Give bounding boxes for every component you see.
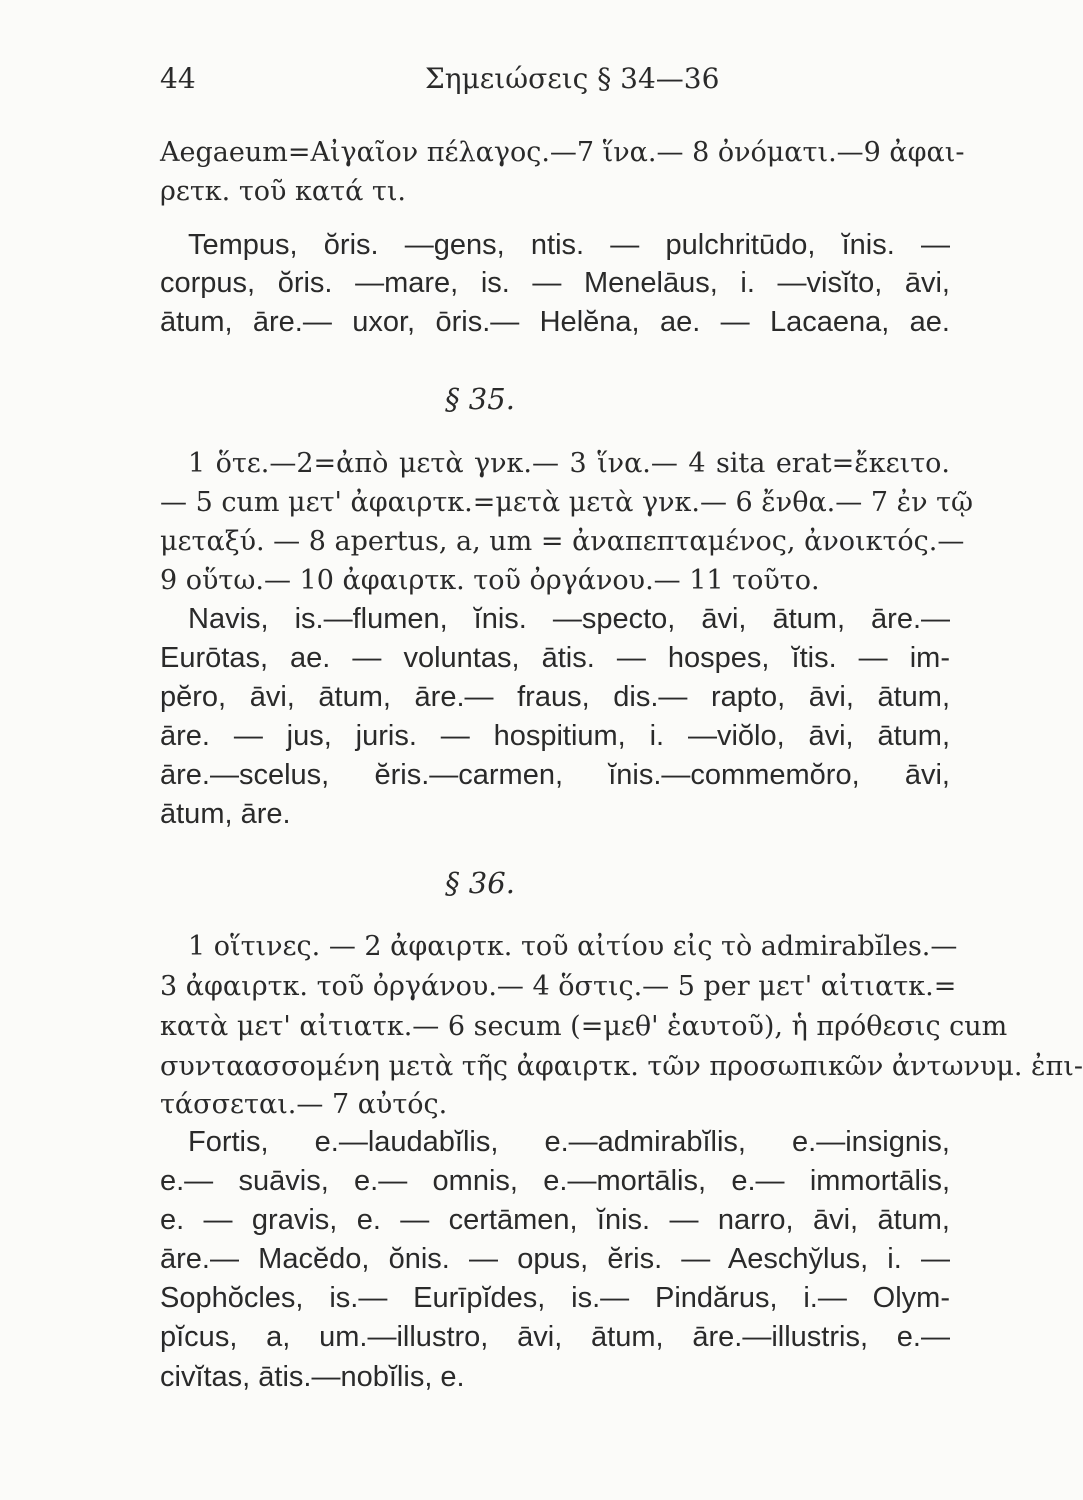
vocab-line: Navis, is.—flumen, ĭnis. —specto, āvi, ātum, āre.— xyxy=(188,603,950,635)
note-line: κατὰ μετ' αἰτιατκ.— 6 secum (=μεθ' ἑαυτοῦ), ἡ πρόθεσις cum xyxy=(160,1011,1008,1042)
vocab-line: ātum, āre.— uxor, ōris.— Helĕna, ae. — Lacaena, ae. xyxy=(160,306,950,338)
vocab-line: pĕro, āvi, ātum, āre.— fraus, dis.— rapto, āvi, ātum, xyxy=(160,681,950,713)
note-line: τάσσεται.— 7 αὐτός. xyxy=(160,1089,448,1120)
note-line: 1 οἵτινες. — 2 ἀφαιρτκ. τοῦ αἰτίου εἰς τὸ admirabĭles.— xyxy=(188,931,958,962)
vocab-line: corpus, ŏris. —mare, is. — Menelāus, i. —visĭto, āvi, xyxy=(160,267,950,299)
running-head: Σημειώσεις § 34—36 xyxy=(425,62,720,95)
note-line: συνταασσομένη μετὰ τῆς ἀφαιρτκ. τῶν προσωπικῶν ἀντωνυμ. ἐπι- xyxy=(160,1051,1083,1082)
note-line: — 5 cum μετ' ἀφαιρτκ.=μετὰ μετὰ γνκ.— 6 ἔνθα.— 7 ἐν τῷ xyxy=(160,487,974,518)
vocab-line: Tempus, ŏris. —gens, ntis. — pulchritūdo, ĭnis. — xyxy=(188,229,950,261)
vocab-line: ātum, āre. xyxy=(160,798,291,830)
note-line: ρετκ. τοῦ κατά τι. xyxy=(160,176,406,207)
section-heading-35: § 35. xyxy=(445,382,515,416)
note-line: 1 ὅτε.—2=ἀπὸ μετὰ γνκ.— 3 ἵνα.— 4 sita erat=ἔκειτο. xyxy=(188,448,950,479)
note-line: μεταξύ. — 8 apertus, a, um = ἀναπεπταμένος, ἀνοικτός.— xyxy=(160,526,965,557)
vocab-line: e.— suāvis, e.— omnis, e.—mortālis, e.— immortālis, xyxy=(160,1165,950,1197)
vocab-line: Eurōtas, ae. — voluntas, ātis. — hospes, ĭtis. — im- xyxy=(160,642,950,674)
note-line: 9 οὕτω.— 10 ἀφαιρτκ. τοῦ ὀργάνου.— 11 τοῦτο. xyxy=(160,565,820,596)
vocab-line: āre.— Macĕdo, ŏnis. — opus, ĕris. — Aeschy̆lus, i. — xyxy=(160,1243,950,1275)
page-header xyxy=(160,62,950,102)
vocab-line: pĭcus, a, um.—illustro, āvi, ātum, āre.—illustris, e.— xyxy=(160,1321,950,1353)
page-number: 44 xyxy=(160,62,196,95)
vocab-line: e. — gravis, e. — certāmen, ĭnis. — narro, āvi, ātum, xyxy=(160,1204,950,1236)
vocab-line: āre.—scelus, ĕris.—carmen, ĭnis.—commemŏro, āvi, xyxy=(160,759,950,791)
vocab-line: civĭtas, ātis.—nobĭlis, e. xyxy=(160,1361,465,1393)
note-line: Aegaeum=Αἰγαῖον πέλαγος.—7 ἵνα.— 8 ὀνόματι.—9 ἀφαι- xyxy=(160,137,965,168)
note-line: 3 ἀφαιρτκ. τοῦ ὀργάνου.— 4 ὅστις.— 5 per μετ' αἰτιατκ.= xyxy=(160,971,957,1002)
vocab-line: Fortis, e.—laudabĭlis, e.—admirabĭlis, e.—insignis, xyxy=(188,1126,950,1158)
section-heading-36: § 36. xyxy=(445,866,515,900)
vocab-line: Sophŏcles, is.— Eurīpĭdes, is.— Pindărus, i.— Olym- xyxy=(160,1282,950,1314)
vocab-line: āre. — jus, juris. — hospitium, i. —viŏlo, āvi, ātum, xyxy=(160,720,950,752)
